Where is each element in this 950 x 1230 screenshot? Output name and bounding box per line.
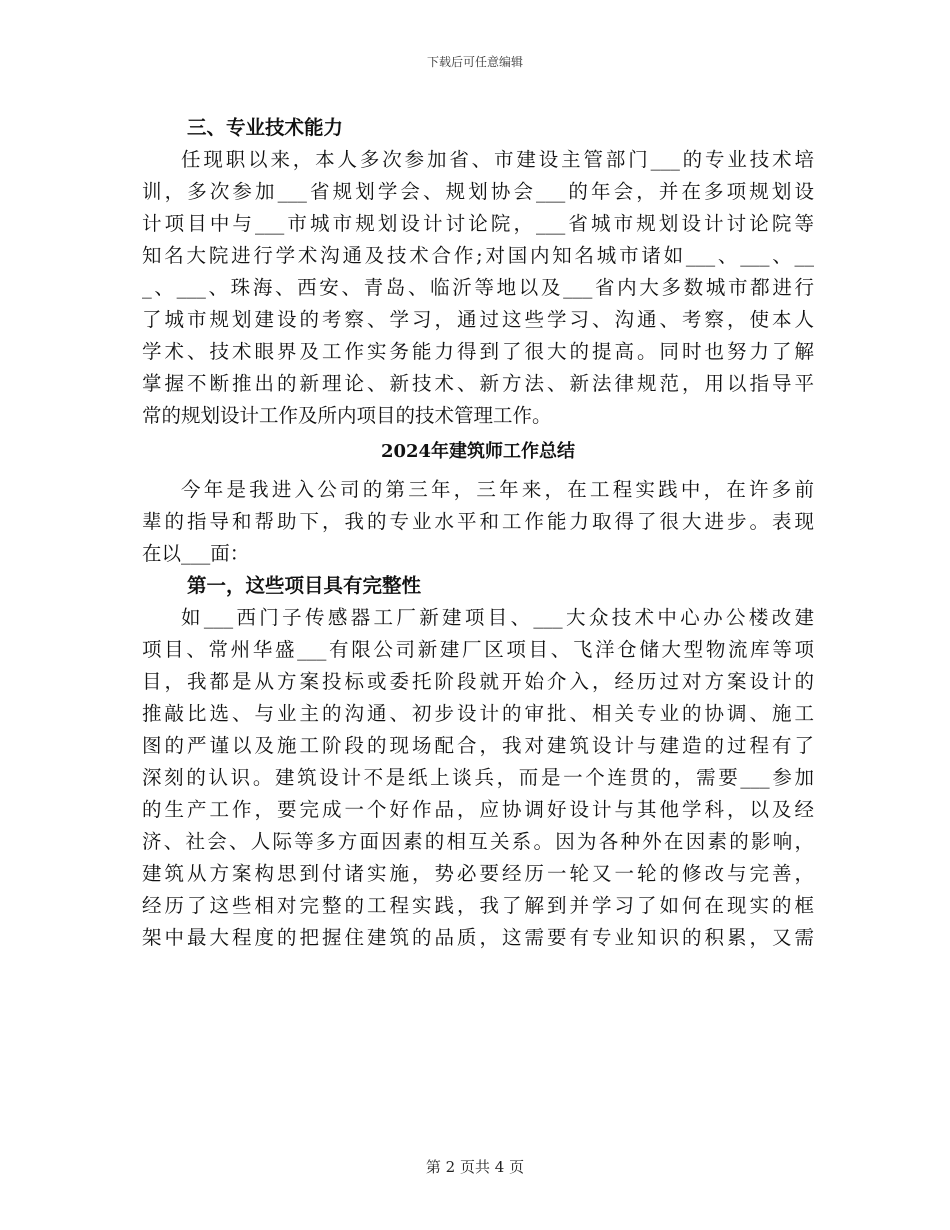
- paragraph-line: 深刻的认识。建筑设计不是纸上谈兵，而是一个连贯的，需要___参加: [142, 766, 814, 789]
- paragraph-line: 推敲比选、与业主的沟通、初步设计的审批、相关专业的协调、施工: [142, 702, 814, 725]
- paragraph-line: _、___、珠海、西安、青岛、临沂等地以及___省内大多数城市都进行: [142, 276, 814, 299]
- paragraph-line: 目，我都是从方案投标或委托阶段就开始介入，经历过对方案设计的: [142, 670, 814, 693]
- paragraph-line: 掌握不断推出的新理论、新技术、新方法、新法律规范，用以指导平: [142, 372, 814, 395]
- paragraph-line: 任现职以来，本人多次参加省、市建设主管部门___的专业技术培: [181, 148, 814, 171]
- document-title: 2024年建筑师工作总结: [380, 441, 576, 462]
- paragraph-line: 辈的指导和帮助下，我的专业水平和工作能力取得了很大进步。表现: [142, 510, 814, 533]
- paragraph-line: 架中最大程度的把握住建筑的品质，这需要有专业知识的积累，又需: [142, 926, 814, 949]
- document-body: [142, 112, 814, 954]
- paragraph-line: 今年是我进入公司的第三年，三年来，在工程实践中，在许多前: [181, 478, 814, 501]
- paragraph-line: 知名大院进行学术沟通及技术合作;对国内知名城市诸如___、___、__: [142, 244, 814, 267]
- paragraph-line: 学术、技术眼界及工作实务能力得到了很大的提高。同时也努力了解: [142, 340, 814, 363]
- paragraph-line: 了城市规划建设的考察、学习，通过这些学习、沟通、考察，使本人: [142, 308, 814, 331]
- paragraph-line: 在以___面：: [142, 542, 250, 565]
- paragraph-line: 的生产工作，要完成一个好作品，应协调好设计与其他学科，以及经: [142, 798, 814, 821]
- paragraph-line: 图的严谨以及施工阶段的现场配合，我对建筑设计与建造的过程有了: [142, 734, 814, 757]
- paragraph-line: 济、社会、人际等多方面因素的相互关系。因为各种外在因素的影响，: [142, 830, 814, 853]
- body-paragraph: [142, 602, 814, 954]
- paragraph-line: 建筑从方案构思到付诸实施，势必要经历一轮又一轮的修改与完善，: [142, 862, 814, 885]
- paragraph-line: 项目、常州华盛___有限公司新建厂区项目、飞洋仓储大型物流库等项: [142, 638, 814, 661]
- paragraph-line: 训，多次参加___省规划学会、规划协会___的年会，并在多项规划设: [142, 180, 814, 203]
- header-note: 下载后可任意编辑: [426, 55, 523, 69]
- page-number: 第 2 页共 4 页: [425, 1158, 525, 1176]
- section-heading: 三、专业技术能力: [187, 116, 344, 139]
- paragraph-line: 常的规划设计工作及所内项目的技术管理工作。: [142, 404, 552, 427]
- paragraph-line: 如___西门子传感器工厂新建项目、___大众技术中心办公楼改建: [181, 606, 814, 629]
- paragraph-line: 计项目中与___市城市规划设计讨论院，___省城市规划设计讨论院等: [142, 212, 814, 235]
- section-paragraph: [142, 144, 814, 432]
- intro-paragraph: [142, 474, 814, 570]
- paragraph-line: 经历了这些相对完整的工程实践，我了解到并学习了如何在现实的框: [142, 894, 814, 917]
- sub-heading: 第一，这些项目具有完整性: [187, 574, 422, 597]
